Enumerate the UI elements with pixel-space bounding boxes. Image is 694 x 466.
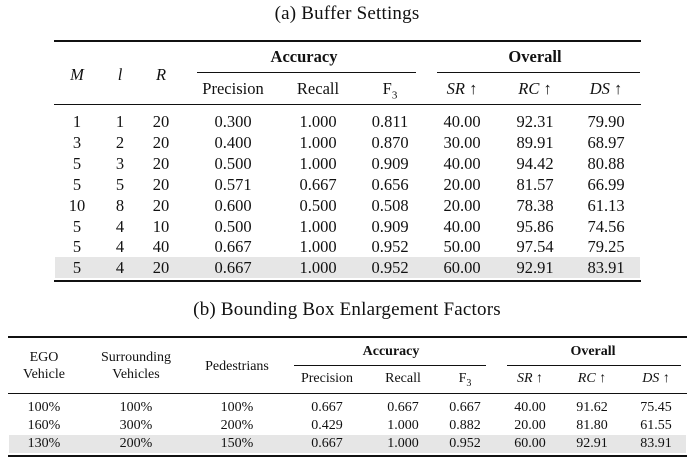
table-cell-M: 5 — [72, 174, 82, 194]
table-cell-precision: 0.667 — [311, 436, 343, 451]
table-cell-f3: 0.909 — [371, 216, 409, 236]
header-m: M — [70, 65, 84, 84]
table-cell-M: 3 — [72, 132, 82, 152]
table-cell-R: 40 — [152, 237, 170, 257]
table-cell-f3: 0.952 — [449, 436, 481, 451]
table-cell-rc: 91.62 — [576, 400, 608, 415]
table-cell-ds: 61.55 — [640, 418, 672, 433]
table-a-sr-header: SR ↑ — [446, 79, 478, 98]
table-cell-rc: 92.91 — [576, 436, 608, 451]
table-cell-sr: 20.00 — [514, 418, 546, 433]
table-cell-R: 20 — [152, 195, 170, 215]
table-b-accuracy-header: Accuracy — [362, 344, 420, 359]
table-a-ds-header: DS ↑ — [589, 79, 623, 98]
table-cell-rc: 92.91 — [516, 258, 554, 278]
table-cell-ds: 83.91 — [587, 258, 625, 278]
table-cell-ds: 83.91 — [640, 436, 672, 451]
table-cell-precision: 0.667 — [214, 258, 252, 278]
table-cell-precision: 0.500 — [214, 153, 252, 173]
table-cell-recall: 1.000 — [299, 112, 337, 131]
table-a-mid-rule — [54, 104, 641, 105]
table-cell-ds: 75.45 — [640, 400, 672, 415]
table-cell-precision: 0.400 — [214, 132, 252, 152]
table-a-rc-header: RC ↑ — [518, 79, 552, 98]
table-cell-f3: 0.656 — [371, 174, 409, 194]
table-a-recall-header: Recall — [296, 79, 340, 98]
table-cell-sr: 20.00 — [443, 195, 481, 215]
table-cell-recall: 1.000 — [299, 237, 337, 257]
table-cell-recall: 0.500 — [299, 195, 337, 215]
table-cell-precision: 0.300 — [214, 112, 252, 131]
table-a-precision-header: Precision — [202, 79, 264, 98]
table-b-rc-header: RC ↑ — [577, 371, 607, 386]
table-cell-sr: 40.00 — [443, 153, 481, 173]
table-cell-sur: 100% — [119, 400, 153, 415]
table-cell-sr: 30.00 — [443, 132, 481, 152]
table-cell-ds: 68.97 — [587, 132, 625, 152]
table-cell-recall: 1.000 — [387, 418, 419, 433]
table-cell-R: 20 — [152, 174, 170, 194]
table-a-top-rule — [54, 40, 641, 42]
table-cell-l: 2 — [115, 132, 125, 152]
table-b-sr-header: SR ↑ — [516, 371, 544, 386]
surrounding-vehicles-header: Surrounding Vehicles — [101, 350, 171, 382]
ego-vehicle-header: EGO Vehicle — [23, 350, 65, 382]
table-cell-sur: 300% — [119, 418, 153, 433]
table-cell-ego: 100% — [27, 400, 61, 415]
table-cell-l: 4 — [115, 216, 125, 236]
table-cell-ego: 160% — [27, 418, 61, 433]
table-cell-f3: 0.667 — [449, 400, 481, 415]
table-cell-recall: 1.000 — [299, 258, 337, 278]
table-cell-l: 3 — [115, 153, 125, 173]
table-cell-f3: 0.952 — [371, 237, 409, 257]
table-b-overall-header: Overall — [570, 344, 616, 359]
table-cell-M: 5 — [72, 258, 82, 278]
table-cell-ds: 79.25 — [587, 237, 625, 257]
table-cell-precision: 0.667 — [311, 400, 343, 415]
table-cell-ped: 150% — [220, 436, 254, 451]
table-cell-recall: 1.000 — [387, 436, 419, 451]
table-cell-ds: 61.13 — [587, 195, 625, 215]
table-cell-M: 5 — [72, 153, 82, 173]
table-cell-R: 10 — [152, 216, 170, 236]
header-l: l — [117, 65, 123, 84]
table-cell-rc: 97.54 — [516, 237, 554, 257]
table-cell-M: 5 — [72, 216, 82, 236]
table-cell-rc: 89.91 — [516, 132, 554, 152]
table-b-bottom-rule — [8, 455, 687, 457]
table-cell-rc: 81.57 — [516, 174, 554, 194]
table-cell-rc: 81.80 — [576, 418, 608, 433]
pedestrians-header: Pedestrians — [205, 359, 269, 374]
table-cell-sr: 40.00 — [443, 112, 481, 131]
table-b-top-rule — [8, 336, 687, 338]
header-r: R — [155, 65, 167, 84]
table-cell-rc: 95.86 — [516, 216, 554, 236]
table-a-accuracy-subrule — [197, 72, 416, 73]
table-cell-precision: 0.667 — [214, 237, 252, 257]
table-cell-precision: 0.429 — [311, 418, 343, 433]
table-cell-sr: 60.00 — [443, 258, 481, 278]
table-cell-sur: 200% — [119, 436, 153, 451]
table-cell-M: 1 — [72, 112, 82, 131]
table-cell-ds: 66.99 — [587, 174, 625, 194]
table-b-ds-header: DS ↑ — [642, 371, 670, 386]
table-cell-ped: 100% — [220, 400, 254, 415]
table-cell-sr: 40.00 — [443, 216, 481, 236]
table-cell-sr: 20.00 — [443, 174, 481, 194]
table-a-bottom-rule — [54, 280, 641, 282]
table-cell-l: 1 — [115, 112, 125, 131]
table-a-overall-subrule — [437, 72, 640, 73]
table-cell-f3: 0.870 — [371, 132, 409, 152]
table-cell-l: 5 — [115, 174, 125, 194]
table-cell-l: 4 — [115, 258, 125, 278]
table-cell-R: 20 — [152, 153, 170, 173]
table-cell-sr: 60.00 — [514, 436, 546, 451]
table-a-accuracy-header: Accuracy — [270, 47, 338, 66]
table-cell-ds: 74.56 — [587, 216, 625, 236]
table-b-f3-header: $F_3$ — [458, 371, 472, 389]
table-cell-rc: 78.38 — [516, 195, 554, 215]
table-cell-recall: 0.667 — [387, 400, 419, 415]
table-b-accuracy-subrule — [294, 365, 486, 366]
table-cell-R: 20 — [152, 258, 170, 278]
table-cell-R: 20 — [152, 112, 170, 131]
table-cell-ego: 130% — [27, 436, 61, 451]
table-cell-M: 10 — [68, 195, 86, 215]
table-cell-M: 5 — [72, 237, 82, 257]
table-b-mid-rule — [8, 393, 687, 394]
table-b-overall-subrule — [507, 365, 681, 366]
table-cell-f3: 0.811 — [371, 112, 409, 131]
table-cell-R: 20 — [152, 132, 170, 152]
table-cell-sr: 40.00 — [514, 400, 546, 415]
table-cell-ds: 80.88 — [587, 153, 625, 173]
table-b-caption: (b) Bounding Box Enlargement Factors — [193, 299, 501, 320]
table-b-recall-header: Recall — [385, 371, 421, 386]
table-cell-precision: 0.500 — [214, 216, 252, 236]
table-cell-rc: 94.42 — [516, 153, 554, 173]
table-cell-f3: 0.882 — [449, 418, 481, 433]
table-a-overall-header: Overall — [508, 47, 562, 66]
table-cell-l: 8 — [115, 195, 125, 215]
table-cell-precision: 0.600 — [214, 195, 252, 215]
table-cell-recall: 0.667 — [299, 174, 337, 194]
table-a-caption: (a) Buffer Settings — [274, 3, 420, 24]
table-cell-recall: 1.000 — [299, 153, 337, 173]
table-cell-f3: 0.952 — [371, 258, 409, 278]
table-cell-ped: 200% — [220, 418, 254, 433]
table-cell-recall: 1.000 — [299, 216, 337, 236]
table-cell-f3: 0.508 — [371, 195, 409, 215]
table-cell-f3: 0.909 — [371, 153, 409, 173]
table-cell-sr: 50.00 — [443, 237, 481, 257]
table-a-f3-header: $F_3$ — [382, 79, 398, 102]
table-cell-ds: 79.90 — [587, 112, 625, 131]
table-cell-recall: 1.000 — [299, 132, 337, 152]
table-cell-rc: 92.31 — [516, 112, 554, 131]
table-cell-l: 4 — [115, 237, 125, 257]
table-b-precision-header: Precision — [300, 371, 354, 386]
table-cell-precision: 0.571 — [214, 174, 252, 194]
